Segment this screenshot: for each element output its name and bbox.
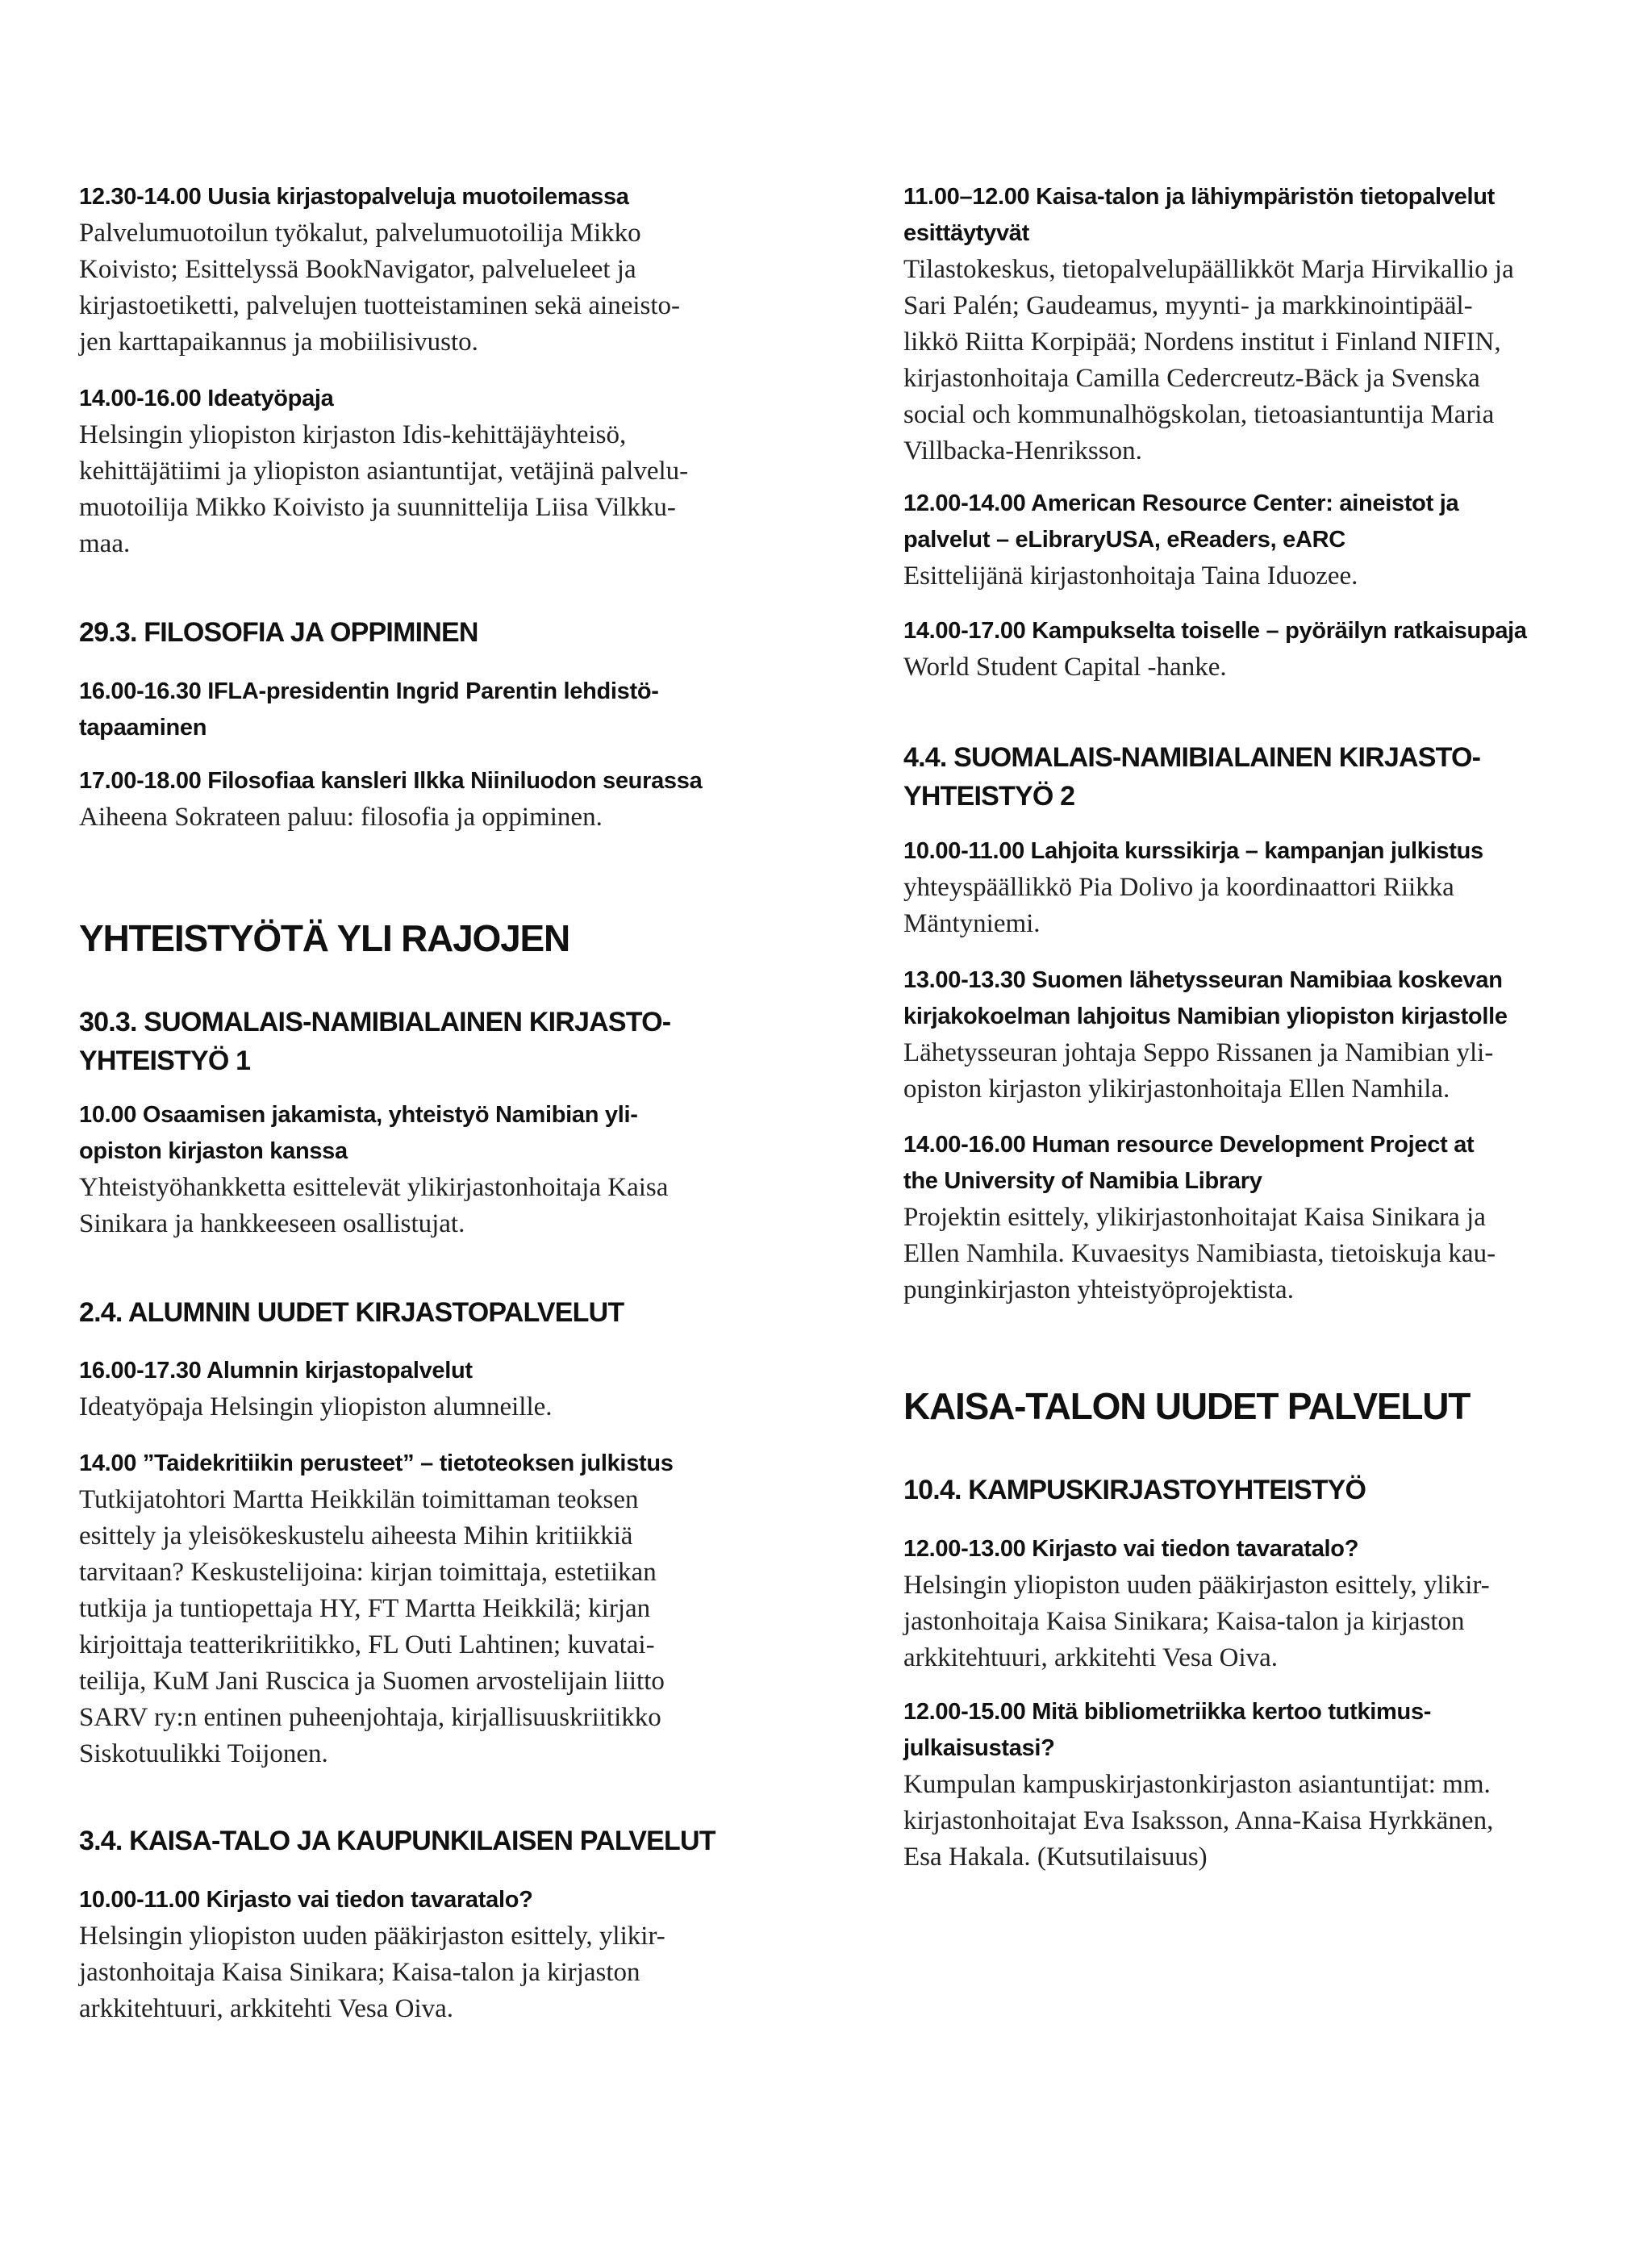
session-description: World Student Capital -hanke.: [903, 653, 1227, 682]
session-pyorailyn-ratkaisupaja: [903, 613, 1629, 686]
day-heading-29-3: 29.3. FILOSOFIA JA OPPIMINEN: [79, 617, 478, 648]
session-taidekritiikin-perusteet: [79, 1446, 805, 1772]
session-description: Aiheena Sokrateen paluu: filosofia ja oppiminen.: [79, 803, 603, 832]
session-title: 12.00-15.00 Mitä bibliometriikka kertoo tutkimus- julkaisustasi?: [903, 1699, 1432, 1761]
day-heading-3-4: 3.4. KAISA-TALO JA KAUPUNKILAISEN PALVELUT: [79, 1826, 715, 1856]
session-alumnin-kirjastopalvelut: [79, 1353, 805, 1425]
day-heading-2-4: 2.4. ALUMNIN UUDET KIRJASTOPALVELUT: [79, 1297, 624, 1328]
session-description: Ideatyöpaja Helsingin yliopiston alumneille.: [79, 1392, 553, 1421]
session-title: 16.00-17.30 Alumnin kirjastopalvelut: [79, 1358, 473, 1384]
session-title: 10.00-11.00 Kirjasto vai tiedon tavaratalo?: [79, 1887, 533, 1913]
session-bibliometriikka: [903, 1694, 1629, 1876]
session-ideatyopaja: [79, 381, 805, 562]
session-title: 13.00-13.30 Suomen lähetysseuran Namibiaa koskevan kirjakokoelman lahjoitus Namibian yliopiston kirjastolle: [903, 967, 1508, 1029]
session-kirjasto-vai-tavaratalo-2: [903, 1531, 1629, 1676]
session-title: 14.00-17.00 Kampukselta toiselle – pyöräilyn ratkaisupaja: [903, 618, 1527, 644]
day-heading-30-3: 30.3. SUOMALAIS-NAMIBIALAINEN KIRJASTO- YHTEISTYÖ 1: [79, 1007, 671, 1076]
session-title: 17.00-18.00 Filosofiaa kansleri Ilkka Niiniluodon seurassa: [79, 768, 703, 794]
day-heading-4-4: 4.4. SUOMALAIS-NAMIBIALAINEN KIRJASTO- YHTEISTYÖ 2: [903, 742, 1481, 812]
session-lahjoita-kurssikirja: [903, 833, 1629, 942]
session-description: yhteyspäällikkö Pia Dolivo ja koordinaattori Riikka Mäntyniemi.: [903, 873, 1454, 938]
session-description: Yhteistyöhankketta esittelevät ylikirjastonhoitaja Kaisa Sinikara ja hankkeeseen osallistujat.: [79, 1173, 669, 1238]
session-title: 16.00-16.30 IFLA-presidentin Ingrid Parentin lehdistö- tapaaminen: [79, 678, 659, 741]
section-heading-yhteistyota: YHTEISTYÖTÄ YLI RAJOJEN: [79, 917, 569, 959]
session-title: 12.00-14.00 American Resource Center: aineistot ja palvelut – eLibraryUSA, eReaders, eARC: [903, 490, 1459, 553]
session-filosofiaa: [79, 763, 805, 836]
section-heading-kaisa-talon: KAISA-TALON UUDET PALVELUT: [903, 1385, 1471, 1427]
session-osaamisen-jakamista: [79, 1097, 805, 1242]
session-title: 14.00-16.00 Ideatyöpaja: [79, 386, 334, 411]
session-american-resource-center: [903, 486, 1629, 595]
session-description: Kumpulan kampuskirjastonkirjaston asiantuntijat: mm. kirjastonhoitajat Eva Isaksson, Anna-Kaisa Hyrkkänen, Esa Hakala. (Kutsutilaisuus): [903, 1770, 1494, 1872]
session-uusia-kirjastopalveluja: [79, 179, 805, 361]
session-description: Tilastokeskus, tietopalvelupäällikköt Marja Hirvikallio ja Sari Palén; Gaudeamus, myynti- ja markkinointipääl- likkö Riitta Korpipää; Nordens institut i Finland NIFIN, kirjastonhoitaja Camilla Cedercreutz-Bäck ja Svenska social och kommunalhögskolan, tietoasiantuntija Maria Villbacka-Henriksson.: [903, 255, 1514, 465]
session-description: Helsingin yliopiston uuden pääkirjaston esittely, ylikir- jastonhoitaja Kaisa Sinikara; Kaisa-talon ja kirjaston arkkitehtuuri, arkkitehti Vesa Oiva.: [903, 1571, 1490, 1672]
session-title: 12.30-14.00 Uusia kirjastopalveluja muotoilemassa: [79, 184, 629, 210]
session-human-resource-development: [903, 1127, 1629, 1308]
session-description: Projektin esittely, ylikirjastonhoitajat Kaisa Sinikara ja Ellen Namhila. Kuvaesitys Namibiasta, tietoiskuja kau- punginkirjaston yhteistyöprojektista.: [903, 1203, 1496, 1304]
session-kirjasto-vai-tavaratalo: [79, 1882, 805, 2027]
session-title: 10.00 Osaamisen jakamista, yhteistyö Namibian yli- opiston kirjaston kanssa: [79, 1102, 638, 1164]
session-title: 11.00–12.00 Kaisa-talon ja lähiympäristön tietopalvelut esittäytyvät: [903, 184, 1495, 246]
session-description: Tutkijatohtori Martta Heikkilän toimittaman teoksen esittely ja yleisökeskustelu aiheesta Mihin kritiikkiä tarvitaan? Keskustelijoina: kirjan toimittaja, estetiikan tutkija ja tuntiopettaja HY, FT Martta Heikkilä; kirjan kirjoittaja teatterikriitikko, FL Outi Lahtinen; kuvatai- teilija, KuM Jani Ruscica ja Suomen arvostelijain liitto SARV ry:n entinen puheenjohtaja, kirjallisuuskriitikko Siskotuulikki Toijonen.: [79, 1485, 665, 1768]
day-heading-10-4: 10.4. KAMPUSKIRJASTOYHTEISTYÖ: [903, 1475, 1366, 1505]
session-description: Helsingin yliopiston uuden pääkirjaston esittely, ylikir- jastonhoitaja Kaisa Sinikara; Kaisa-talon ja kirjaston arkkitehtuuri, arkkitehti Vesa Oiva.: [79, 1922, 665, 2023]
session-title: 12.00-13.00 Kirjasto vai tiedon tavaratalo?: [903, 1536, 1359, 1562]
session-description: Lähetysseuran johtaja Seppo Rissanen ja Namibian yli- opiston kirjaston ylikirjastonhoitaja Ellen Namhila.: [903, 1038, 1494, 1104]
session-ifla-presidentti: [79, 674, 805, 746]
session-description: Palvelumuotoilun työkalut, palvelumuotoilija Mikko Koivisto; Esittelyssä BookNavigator, palvelueleet ja kirjastoetiketti, palvelujen tuotteistaminen sekä aineisto- jen karttapaikannus ja mobiilisivusto.: [79, 219, 681, 357]
session-title: 14.00 ”Taidekritiikin perusteet” – tietoteoksen julkistus: [79, 1450, 674, 1476]
session-description: Esittelijänä kirjastonhoitaja Taina Iduozee.: [903, 561, 1358, 591]
session-title: 10.00-11.00 Lahjoita kurssikirja – kampanjan julkistus: [903, 838, 1483, 864]
session-tietopalvelut-esittaytyvat: [903, 179, 1629, 470]
session-description: Helsingin yliopiston kirjaston Idis-kehittäjäyhteisö, kehittäjätiimi ja yliopiston asiantuntijat, vetäjinä palvelu- muotoilija Mikko Koivisto ja suunnittelija Liisa Vilkku- maa.: [79, 420, 689, 558]
session-title: 14.00-16.00 Human resource Development Project at the University of Namibia Library: [903, 1132, 1475, 1194]
session-lahetysseura-lahjoitus: [903, 962, 1629, 1108]
